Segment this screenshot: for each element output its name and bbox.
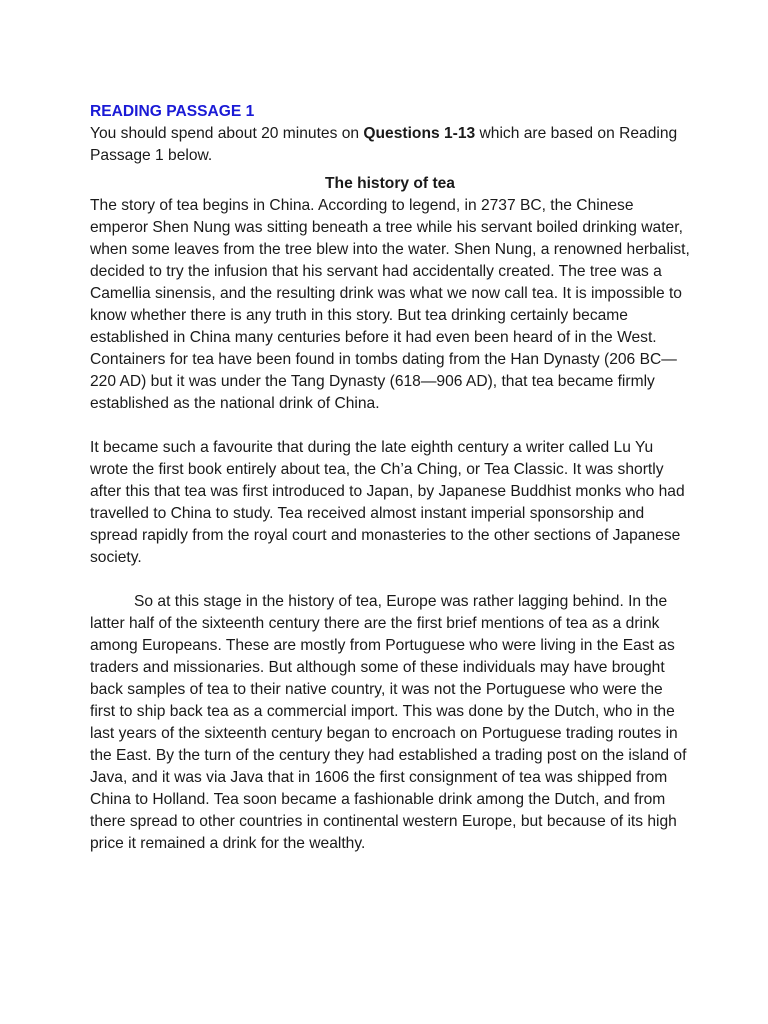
instructions-text-before: You should spend about 20 minutes on bbox=[90, 125, 364, 142]
paragraph-spacer bbox=[90, 569, 690, 591]
paragraph-spacer bbox=[90, 415, 690, 437]
passage-label: READING PASSAGE 1 bbox=[90, 103, 255, 120]
document-page bbox=[90, 101, 690, 855]
paragraph-1: The story of tea begins in China. According to legend, in 2737 BC, the Chinese emperor Shen Nung was sitting beneath a tree while his servant boiled drinking water, when some leaves from the tree blew into the water. Shen Nung, a renowned herbalist, decided to try the infusion that his servant had accidentally created. The tree was a Camellia sinensis, and the resulting drink was what we now call tea. It is impossible to know whether there is any truth in this story. But tea drinking certainly became established in China many centuries before it had even been heard of in the West. Containers for tea have been found in tombs dating from the Han Dynasty (206 BC—220 AD) but it was under the Tang Dynasty (618—906 AD), that tea became firmly established as the national drink of China. bbox=[90, 197, 690, 412]
instructions bbox=[90, 123, 690, 167]
instructions-questions-range: Questions 1-13 bbox=[363, 125, 476, 142]
article-title: The history of tea bbox=[325, 175, 455, 192]
instructions-text-after: which are based on Reading Passage 1 below. bbox=[90, 125, 678, 164]
paragraph-3: So at this stage in the history of tea, Europe was rather lagging behind. In the latter half of the sixteenth century there are the first brief mentions of tea as a drink among Europeans. These are mostly from Portuguese who were living in the East as traders and missionaries. But although some of these individuals may have brought back samples of tea to their native country, it was not the Portuguese who were the first to ship back tea as a commercial import. This was done by the Dutch, who in the last years of the sixteenth century began to encroach on Portuguese trading routes in the East. By the turn of the century they had established a trading post on the island of Java, and it was via Java that in 1606 the first consignment of tea was shipped from China to Holland. Tea soon became a fashionable drink among the Dutch, and from there spread to other countries in continental western Europe, but because of its high price it remained a drink for the wealthy. bbox=[90, 593, 687, 852]
paragraph-2: It became such a favourite that during the late eighth century a writer called Lu Yu wrote the first book entirely about tea, the Ch’a Ching, or Tea Classic. It was shortly after this that tea was first introduced to Japan, by Japanese Buddhist monks who had travelled to China to study. Tea received almost instant imperial sponsorship and spread rapidly from the royal court and monasteries to the other sections of Japanese society. bbox=[90, 439, 685, 566]
